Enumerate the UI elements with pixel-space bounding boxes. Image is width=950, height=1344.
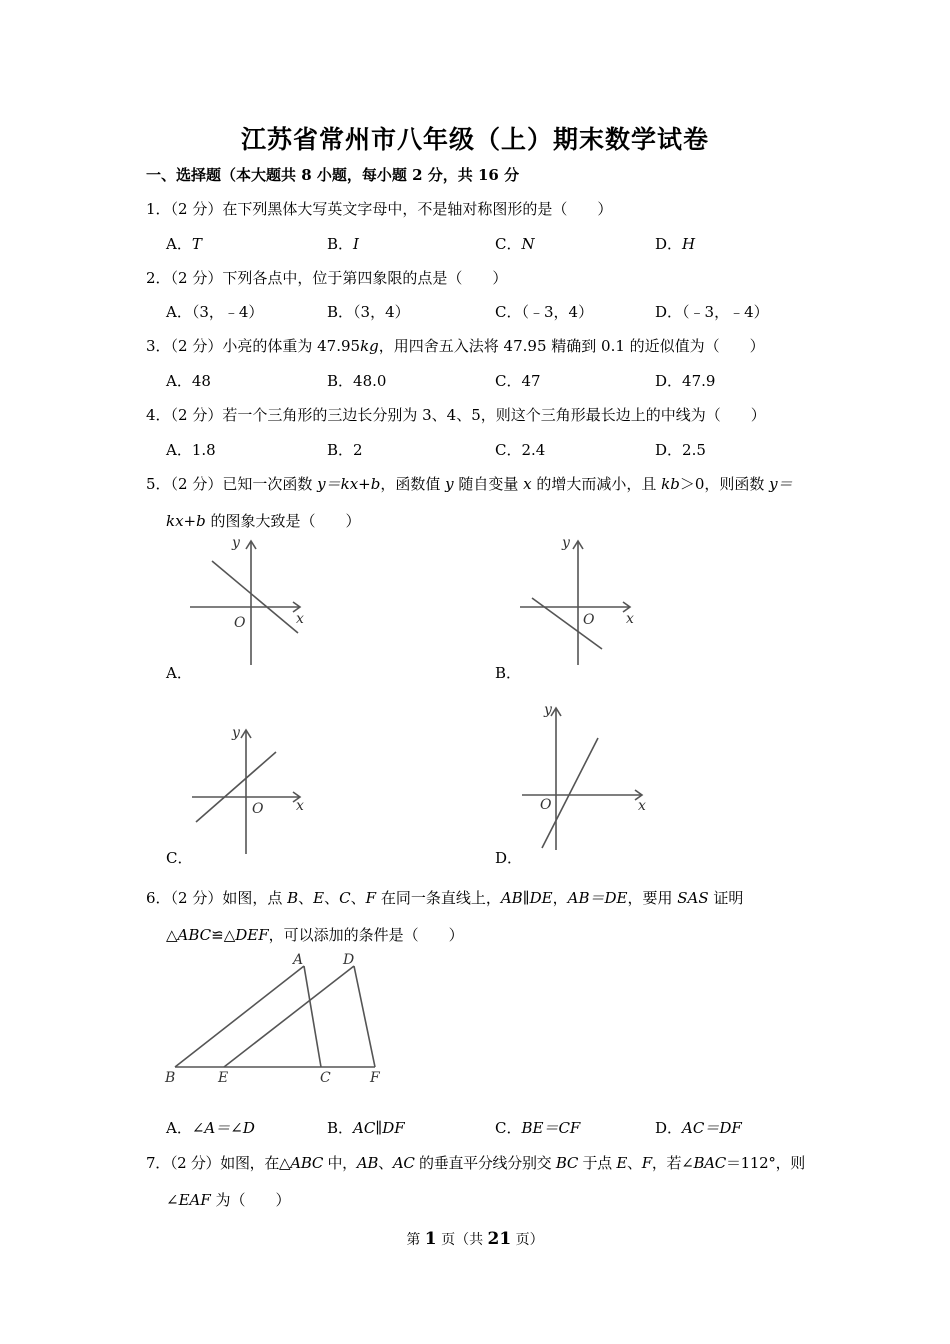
q2-option-d: D．（﹣3，﹣4） [655, 303, 769, 321]
svg-text:E: E [218, 1070, 229, 1086]
q5-graph-b [520, 535, 645, 670]
q3-option-c: C．47 [495, 372, 541, 390]
question-5-stem-line2: kx+b 的图象大致是（ ） [166, 512, 361, 530]
svg-text:O: O [234, 615, 246, 631]
q6-option-a: A．∠A＝∠D [166, 1119, 255, 1137]
svg-text:y: y [544, 702, 552, 718]
q6-option-d: D．AC＝DF [655, 1119, 742, 1137]
q6-option-b: B．AC∥DF [327, 1119, 405, 1137]
svg-text:y: y [232, 535, 240, 551]
section-heading: 一、选择题（本大题共 8 小题，每小题 2 分，共 16 分 [146, 166, 520, 184]
question-6-stem-line2: △ABC≌△DEF，可以添加的条件是（ ） [166, 926, 464, 944]
q1-option-c: C．N [495, 235, 535, 253]
svg-text:F: F [370, 1070, 380, 1086]
q4-option-d: D．2.5 [655, 441, 706, 459]
svg-text:B: B [165, 1070, 176, 1086]
page-footer: 第 1 页（共 21 页） [406, 1229, 544, 1249]
page-title: 江苏省常州市八年级（上）期末数学试卷 [240, 125, 709, 154]
q4-option-a: A．1.8 [166, 441, 216, 459]
question-6-stem-line1: 6．（2 分）如图，点 B、E、C、F 在同一条直线上，AB∥DE，AB＝DE，要用 SAS 证明 [146, 889, 744, 907]
question-2-stem: 2．（2 分）下列各点中，位于第四象限的点是（ ） [146, 269, 508, 287]
svg-text:O: O [252, 801, 264, 817]
q4-option-b: B．2 [327, 441, 363, 459]
q5-graph-c [190, 722, 315, 857]
q5-option-a: A． [166, 664, 192, 682]
q6-option-c: C．BE＝CF [495, 1119, 581, 1137]
q1-option-a: A．T [166, 235, 202, 253]
question-1-stem: 1．（2 分）在下列黑体大写英文字母中，不是轴对称图形的是（ ） [146, 200, 613, 218]
q2-option-a: A．（3，﹣4） [166, 303, 264, 321]
svg-text:x: x [296, 611, 304, 627]
svg-text:y: y [562, 535, 570, 551]
svg-text:x: x [638, 798, 646, 814]
q3-option-b: B．48.0 [327, 372, 387, 390]
svg-text:y: y [232, 725, 240, 741]
question-3-stem: 3．（2 分）小亮的体重为 47.95kg，用四舍五入法将 47.95 精确到 0.1 的近似值为（ ） [146, 337, 765, 355]
svg-text:D: D [343, 952, 355, 968]
svg-text:x: x [296, 798, 304, 814]
q3-option-d: D．47.9 [655, 372, 716, 390]
question-7-stem-line1: 7．（2 分）如图，在△ABC 中，AB、AC 的垂直平分线分别交 BC 于点 E、F，若∠BAC＝112°，则 [146, 1154, 805, 1172]
q5-option-d: D． [495, 849, 523, 867]
q3-option-a: A．48 [166, 372, 211, 390]
q5-graph-d [520, 700, 650, 855]
svg-text:O: O [540, 797, 552, 813]
svg-text:O: O [583, 612, 595, 628]
question-5-stem-line1: 5．（2 分）已知一次函数 y＝kx+b，函数值 y 随自变量 x 的增大而减小，且 kb＞0，则函数 y＝ [146, 475, 793, 493]
question-7-stem-line2: ∠EAF 为（ ） [166, 1191, 291, 1209]
svg-text:C: C [320, 1070, 331, 1086]
q6-triangle-figure [160, 948, 400, 1088]
q5-graph-a [190, 535, 315, 670]
question-4-stem: 4．（2 分）若一个三角形的三边长分别为 3、4、5，则这个三角形最长边上的中线为（ ） [146, 406, 766, 424]
svg-text:x: x [626, 611, 634, 627]
q2-option-c: C．（﹣3，4） [495, 303, 594, 321]
q5-option-b: B． [495, 664, 522, 682]
q1-option-d: D．H [655, 235, 696, 253]
svg-text:A: A [293, 952, 304, 968]
q5-option-c: C． [166, 849, 193, 867]
q2-option-b: B．（3，4） [327, 303, 410, 321]
q1-option-b: B．I [327, 235, 359, 253]
q4-option-c: C．2.4 [495, 441, 546, 459]
